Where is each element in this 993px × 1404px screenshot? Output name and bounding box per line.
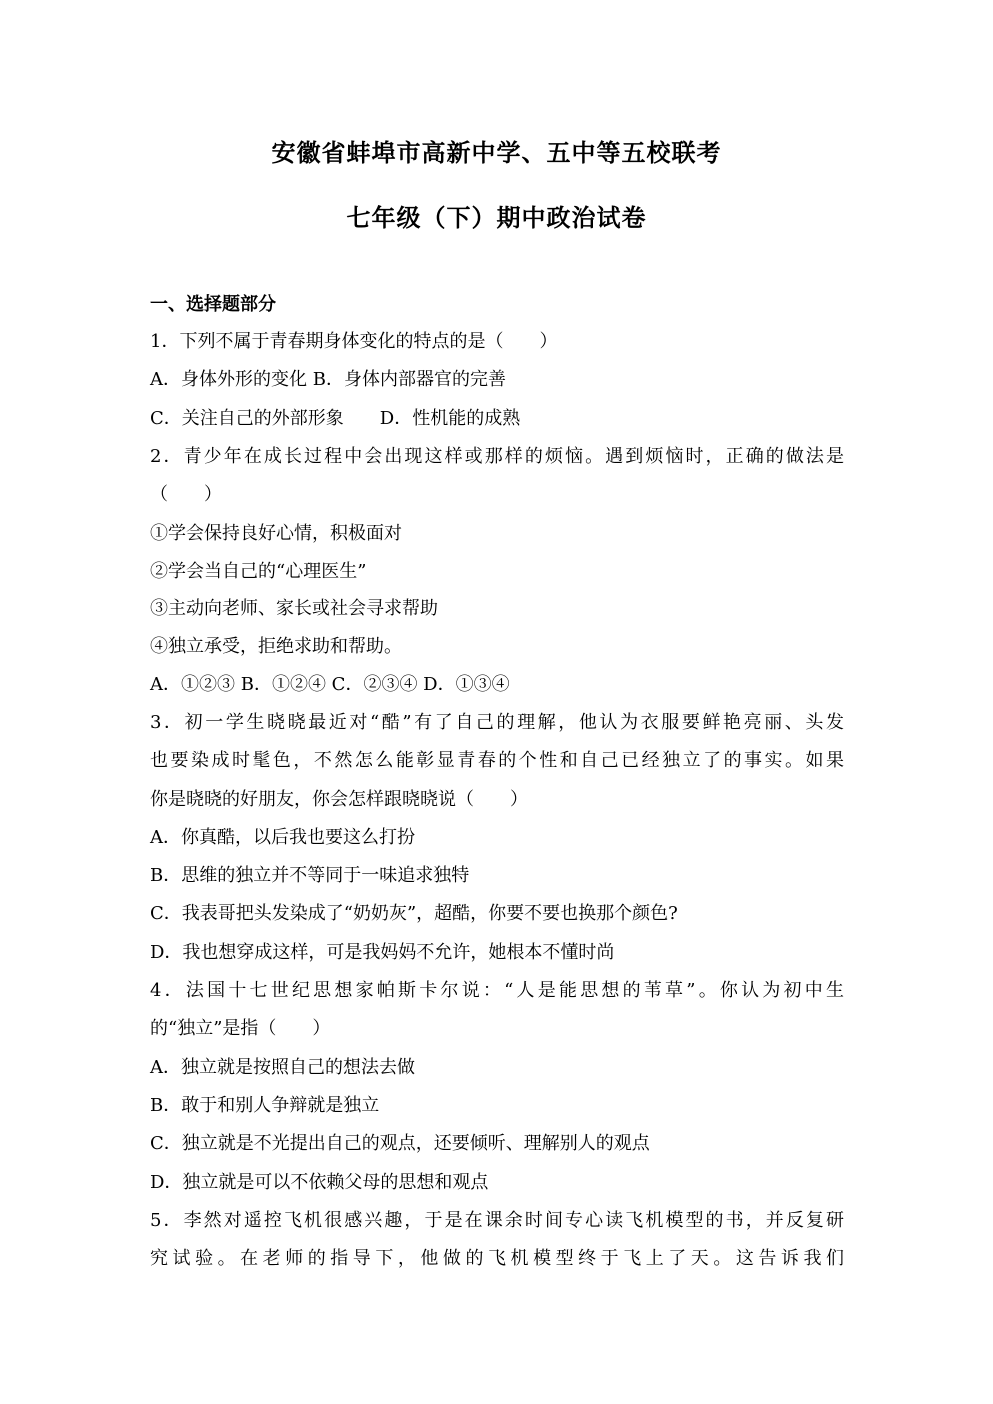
- question-4-option-a: A．独立就是按照自己的想法去做: [150, 1057, 415, 1078]
- question-1-stem: 1．下列不属于青春期身体变化的特点的是（ ）: [150, 331, 558, 352]
- question-3-option-b: B．思维的独立并不等同于一味追求独特: [150, 865, 470, 886]
- question-2-item-1: ①学会保持良好心情，积极面对: [150, 523, 402, 544]
- question-4-stem-line2: 的“独立”是指（ ）: [150, 1018, 331, 1039]
- question-2-stem-line1: 2．青少年在成长过程中会出现这样或那样的烦恼。遇到烦恼时，正确的做法是: [150, 446, 844, 467]
- exam-title-line2: 七年级（下）期中政治试卷: [346, 203, 647, 232]
- question-5-stem-line2: 究试验。在老师的指导下，他做的飞机模型终于飞上了天。这告诉我们: [150, 1248, 844, 1269]
- question-2-item-2: ②学会当自己的“心理医生”: [150, 561, 367, 582]
- question-4-option-c: C．独立就是不光提出自己的观点，还要倾听、理解别人的观点: [150, 1133, 650, 1154]
- question-3-option-d: D．我也想穿成这样，可是我妈妈不允许，她根本不懂时尚: [150, 942, 615, 963]
- question-1-options-line2: C．关注自己的外部形象 D．性机能的成熟: [150, 408, 521, 429]
- question-2-stem-line2: （ ）: [150, 484, 222, 505]
- question-2-item-3: ③主动向老师、家长或社会寻求帮助: [150, 598, 438, 619]
- question-2-options: A．①②③ B．①②④ C．②③④ D．①③④: [150, 674, 510, 695]
- question-3-stem-line1: 3．初一学生晓晓最近对“酷”有了自己的理解，他认为衣服要鲜艳亮丽、头发: [150, 712, 844, 733]
- question-4-option-b: B．敢于和别人争辩就是独立: [150, 1095, 380, 1116]
- exam-title-line1: 安徽省蚌埠市高新中学、五中等五校联考: [271, 138, 722, 167]
- question-5-stem-line1: 5．李然对遥控飞机很感兴趣，于是在课余时间专心读飞机模型的书，并反复研: [150, 1210, 844, 1231]
- question-3-option-c: C．我表哥把头发染成了“奶奶灰”，超酷，你要不要也换那个颜色?: [150, 903, 678, 924]
- question-3-option-a: A．你真酷，以后我也要这么打扮: [150, 827, 415, 848]
- section-heading: 一、选择题部分: [150, 294, 276, 315]
- question-4-option-d: D．独立就是可以不依赖父母的思想和观点: [150, 1172, 489, 1193]
- question-3-stem-line3: 你是晓晓的好朋友，你会怎样跟晓晓说（ ）: [150, 789, 528, 810]
- question-1-options-line1: A．身体外形的变化 B．身体内部器官的完善: [150, 369, 506, 390]
- question-4-stem-line1: 4．法国十七世纪思想家帕斯卡尔说：“人是能思想的苇草”。你认为初中生: [150, 980, 844, 1001]
- question-3-stem-line2: 也要染成时髦色，不然怎么能彰显青春的个性和自己已经独立了的事实。如果: [150, 750, 844, 771]
- question-2-item-4: ④独立承受，拒绝求助和帮助。: [150, 636, 402, 657]
